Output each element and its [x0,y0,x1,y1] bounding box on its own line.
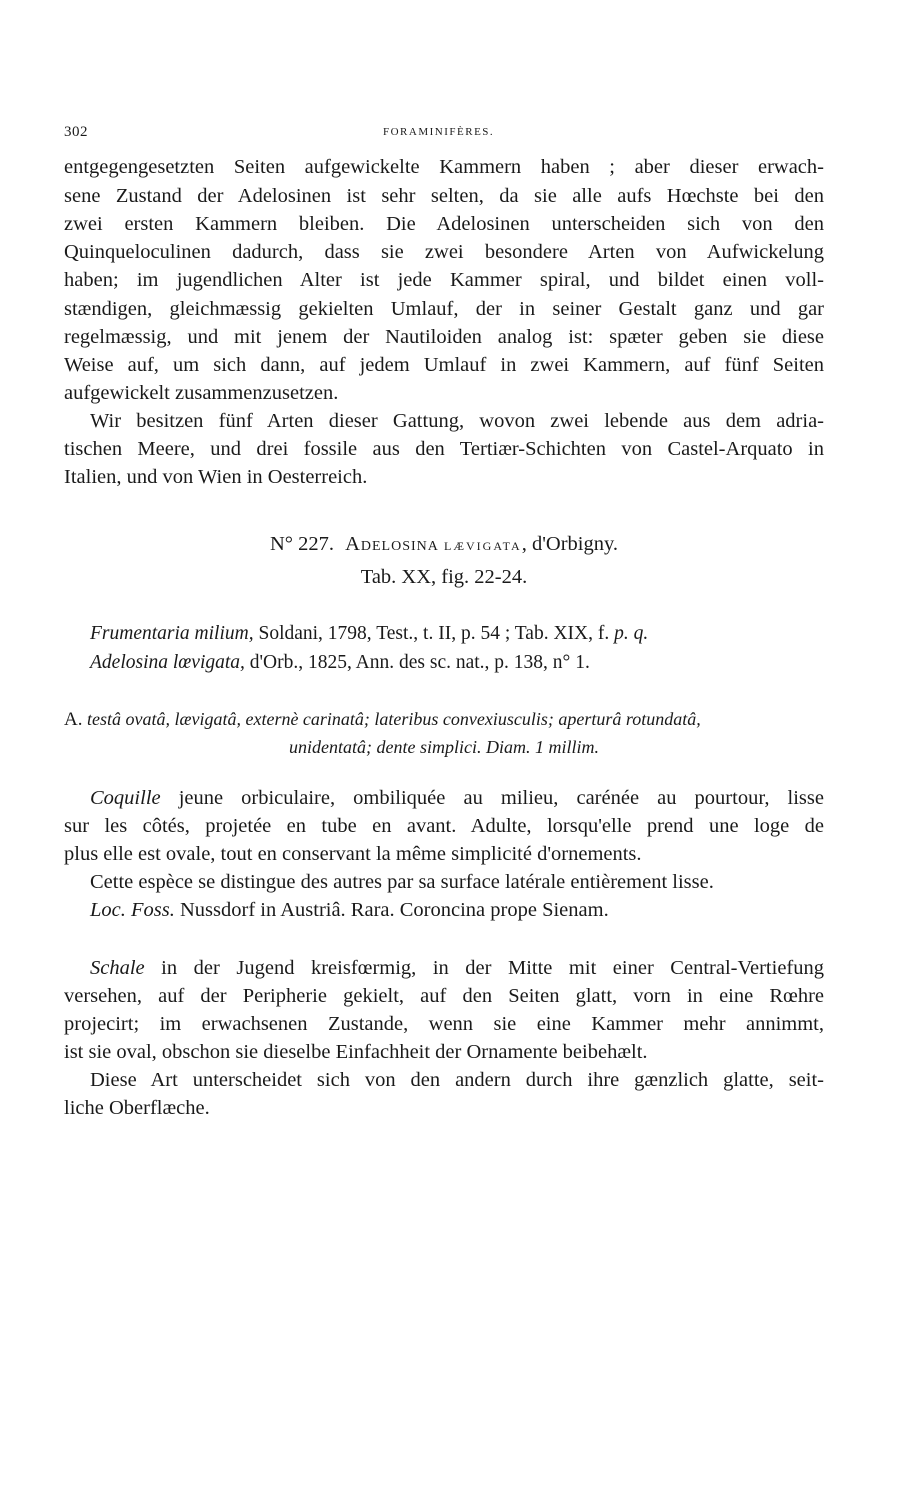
german-description-line: versehen, auf der Peripherie gekielt, auf den Seiten glatt, vorn in eine Rœhre [64,985,824,1007]
synonym-reference: d'Orb., 1825, Ann. des sc. nat., p. 138, n° 1. [244,652,590,673]
german-description-line: projecirt; im erwachsenen Zustande, wenn sie eine Kammer mehr annimmt, [64,1013,824,1035]
french-description-line: Cette espèce se distingue des autres par sa surface latérale entièrement lisse. [90,871,714,893]
intro-line: Quinqueloculinen dadurch, dass sie zwei besondere Arten von Aufwickelung [64,241,824,263]
latin-diagnosis-line [64,705,834,734]
synonym-entry [90,620,830,648]
intro-line: sene Zustand der Adelosinen ist sehr selten, da sie alle aufs Hœchste bei den [64,185,824,207]
german-lead-word: Schale [90,957,145,979]
french-text: jeune orbiculaire, ombiliquée au milieu, carénée au pourtour, lisse [160,787,824,809]
intro-line: aufgewickelt zusammenzusetzen. [64,382,339,404]
intro-line: regelmæssig, und mit jenem der Nautiloiden analog ist: spæter geben sie diese [64,326,824,348]
diagnosis-text: testâ ovatâ, lævigatâ, externè carinatâ; lateribus convexiusculis; aperturâ rotundatâ, [82,709,701,729]
german-text: in der Jugend kreisfœrmig, in der Mitte mit einer Central-Vertiefung [144,957,824,979]
synonym-figure: p. q. [614,623,649,644]
german-description-line: liche Oberflæche. [64,1097,210,1119]
locality-label: Loc. Foss. [90,899,175,921]
german-description-line [90,954,824,982]
locality-line [90,896,850,924]
synonym-entry [90,649,830,677]
locality-text: Nussdorf in Austriâ. Rara. Coroncina prope Sienam. [174,899,609,921]
plate-reference: Tab. XX, fig. 22-24. [360,566,528,588]
page-number: 302 [64,124,88,140]
french-description-line: plus elle est ovale, tout en conservant la même simplicité d'ornements. [64,843,642,865]
synonym-name: Adelosina lœvigata, [90,652,245,673]
genus-summary-line: tischen Meere, und drei fossile aus den Tertiær-Schichten von Castel-Arquato in [64,438,824,460]
species-number: N° 227. [269,533,334,555]
genus-summary-line: Wir besitzen fünf Arten dieser Gattung, wovon zwei lebende aus dem adria- [90,410,824,432]
running-head: FORAMINIFÈRES. [383,126,495,138]
latin-diagnosis-line: unidentatâ; dente simplici. Diam. 1 millim. [289,737,599,757]
french-description-line: sur les côtés, projetée en tube en avant. Adulte, lorsqu'elle prend une loge de [64,815,824,837]
species-epithet: LÆVIGATA [444,539,522,553]
german-description-line: Diese Art unterscheidet sich von den andern durch ihre gænzlich glatte, seit- [90,1069,824,1091]
diagnosis-lead: A. [64,709,83,730]
species-genus: Adelosina [345,533,439,555]
species-heading [64,530,824,560]
synonym-reference: Soldani, 1798, Test., t. II, p. 54 ; Tab. XIX, f. [253,623,615,644]
french-lead-word: Coquille [90,787,161,809]
genus-summary-line: Italien, und von Wien in Oesterreich. [64,466,368,488]
german-description-line: ist sie oval, obschon sie dieselbe Einfachheit der Ornamente beibehælt. [64,1041,648,1063]
intro-line: haben; im jugendlichen Alter ist jede Kammer spiral, und bildet einen voll- [64,269,824,291]
page-header [0,124,900,144]
species-author: , d'Orbigny. [521,533,619,555]
intro-line: Weise auf, um sich dann, auf jedem Umlauf in zwei Kammern, auf fünf Seiten [64,354,824,376]
intro-line: entgegengesetzten Seiten aufgewickelte Kammern haben ; aber dieser erwach- [64,156,824,178]
synonym-name: Frumentaria milium, [90,623,254,644]
french-description-line [90,784,824,812]
intro-line: zwei ersten Kammern bleiben. Die Adelosinen unterscheiden sich von den [64,213,824,235]
intro-line: stændigen, gleichmæssig gekielten Umlauf, der in seiner Gestalt ganz und gar [64,298,824,320]
